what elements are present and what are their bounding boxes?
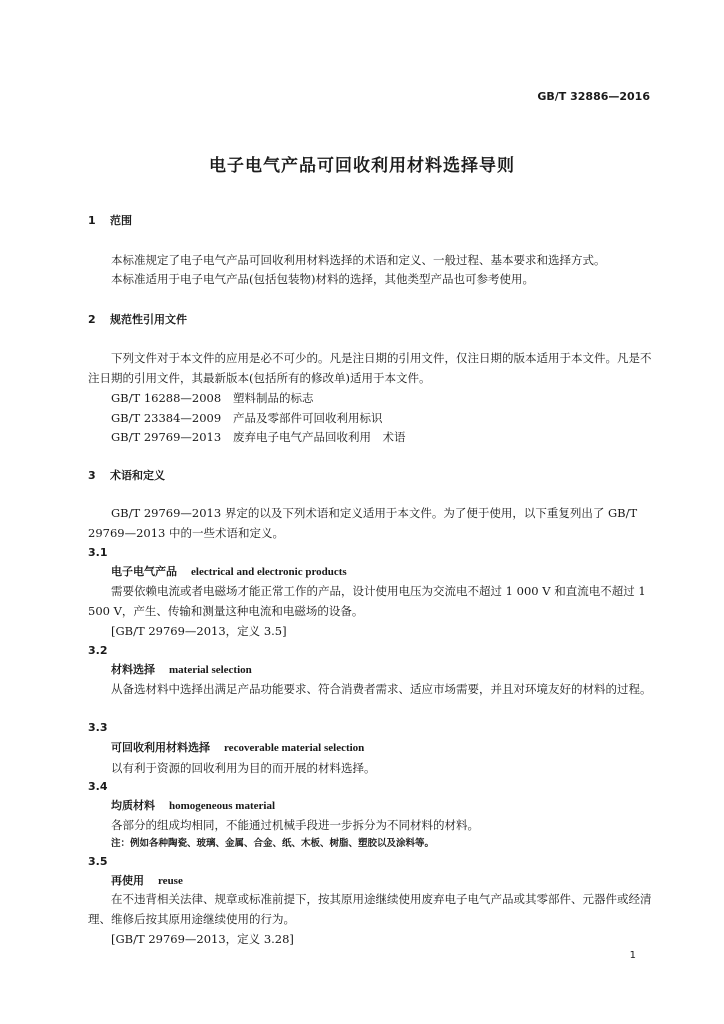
term-number: 3.2 — [88, 644, 108, 657]
section-heading: 2 规范性引用文件 — [88, 313, 187, 326]
term-definition: 以有利于资源的回收利用为目的而开展的材料选择。 — [111, 761, 376, 775]
reference-item: GB/T 16288—2008 塑料制品的标志 — [111, 391, 314, 405]
term-heading: 再使用 reuse — [111, 874, 183, 887]
term-number: 3.5 — [88, 855, 108, 868]
term-definition: 在不违背相关法律、规章或标准前提下，按其原用途继续使用废弃电子电气产品或其零部件、元器件或经清理、维修后按其原用途继续使用的行为。 — [88, 892, 652, 926]
term-heading: 电子电气产品 electrical and electronic products — [111, 565, 347, 578]
term-heading: 可回收利用材料选择 recoverable material selection — [111, 741, 365, 754]
reference-item: GB/T 23384—2009 产品及零部件可回收利用标识 — [111, 411, 383, 425]
term-definition: 从备选材料中选择出满足产品功能要求、符合消费者需求、适应市场需要，并且对环境友好的材料的过程。 — [111, 682, 652, 696]
term-note: 注：例如各种陶瓷、玻璃、金属、合金、纸、木板、树脂、塑胶以及涂料等。 — [111, 838, 435, 849]
term-source: [GB/T 29769—2013，定义 3.28] — [111, 932, 294, 946]
paragraph: 下列文件对于本文件的应用是必不可少的。凡是注日期的引用文件，仅注日期的版本适用于本文件。凡是不注日期的引用文件，其最新版本(包括所有的修改单)适用于本文件。 — [88, 351, 652, 385]
term-number: 3.1 — [88, 546, 108, 559]
term-number: 3.4 — [88, 780, 108, 793]
reference-item: GB/T 29769—2013 废弃电子电气产品回收利用 术语 — [111, 430, 406, 444]
term-heading: 均质材料 homogeneous material — [111, 799, 276, 812]
section-heading: 1 范围 — [88, 214, 132, 227]
paragraph: GB/T 29769—2013 界定的以及下列术语和定义适用于本文件。为了便于使用，以下重复列出了 GB/T 29769—2013 中的一些术语和定义。 — [88, 506, 638, 540]
term-source: [GB/T 29769—2013，定义 3.5] — [111, 624, 287, 638]
term-heading: 材料选择 material selection — [111, 663, 252, 676]
paragraph: 本标准适用于电子电气产品(包括包装物)材料的选择，其他类型产品也可参考使用。 — [111, 272, 534, 286]
term-definition: 各部分的组成均相同，不能通过机械手段进一步拆分为不同材料的材料。 — [111, 818, 479, 832]
page-number: 1 — [629, 950, 636, 961]
section-heading: 3 术语和定义 — [88, 469, 165, 482]
term-definition: 需要依赖电流或者电磁场才能正常工作的产品，设计使用电压为交流电不超过 1 000 V 和直流电不超过 1 500 V，产生、传输和测量这种电流和电磁场的设备。 — [88, 584, 646, 618]
paragraph: 本标准规定了电子电气产品可回收利用材料选择的术语和定义、一般过程、基本要求和选择方式。 — [111, 253, 606, 267]
term-number: 3.3 — [88, 721, 108, 734]
document-title: 电子电气产品可回收利用材料选择导则 — [209, 156, 515, 176]
standard-code: GB/T 32886—2016 — [537, 90, 650, 103]
